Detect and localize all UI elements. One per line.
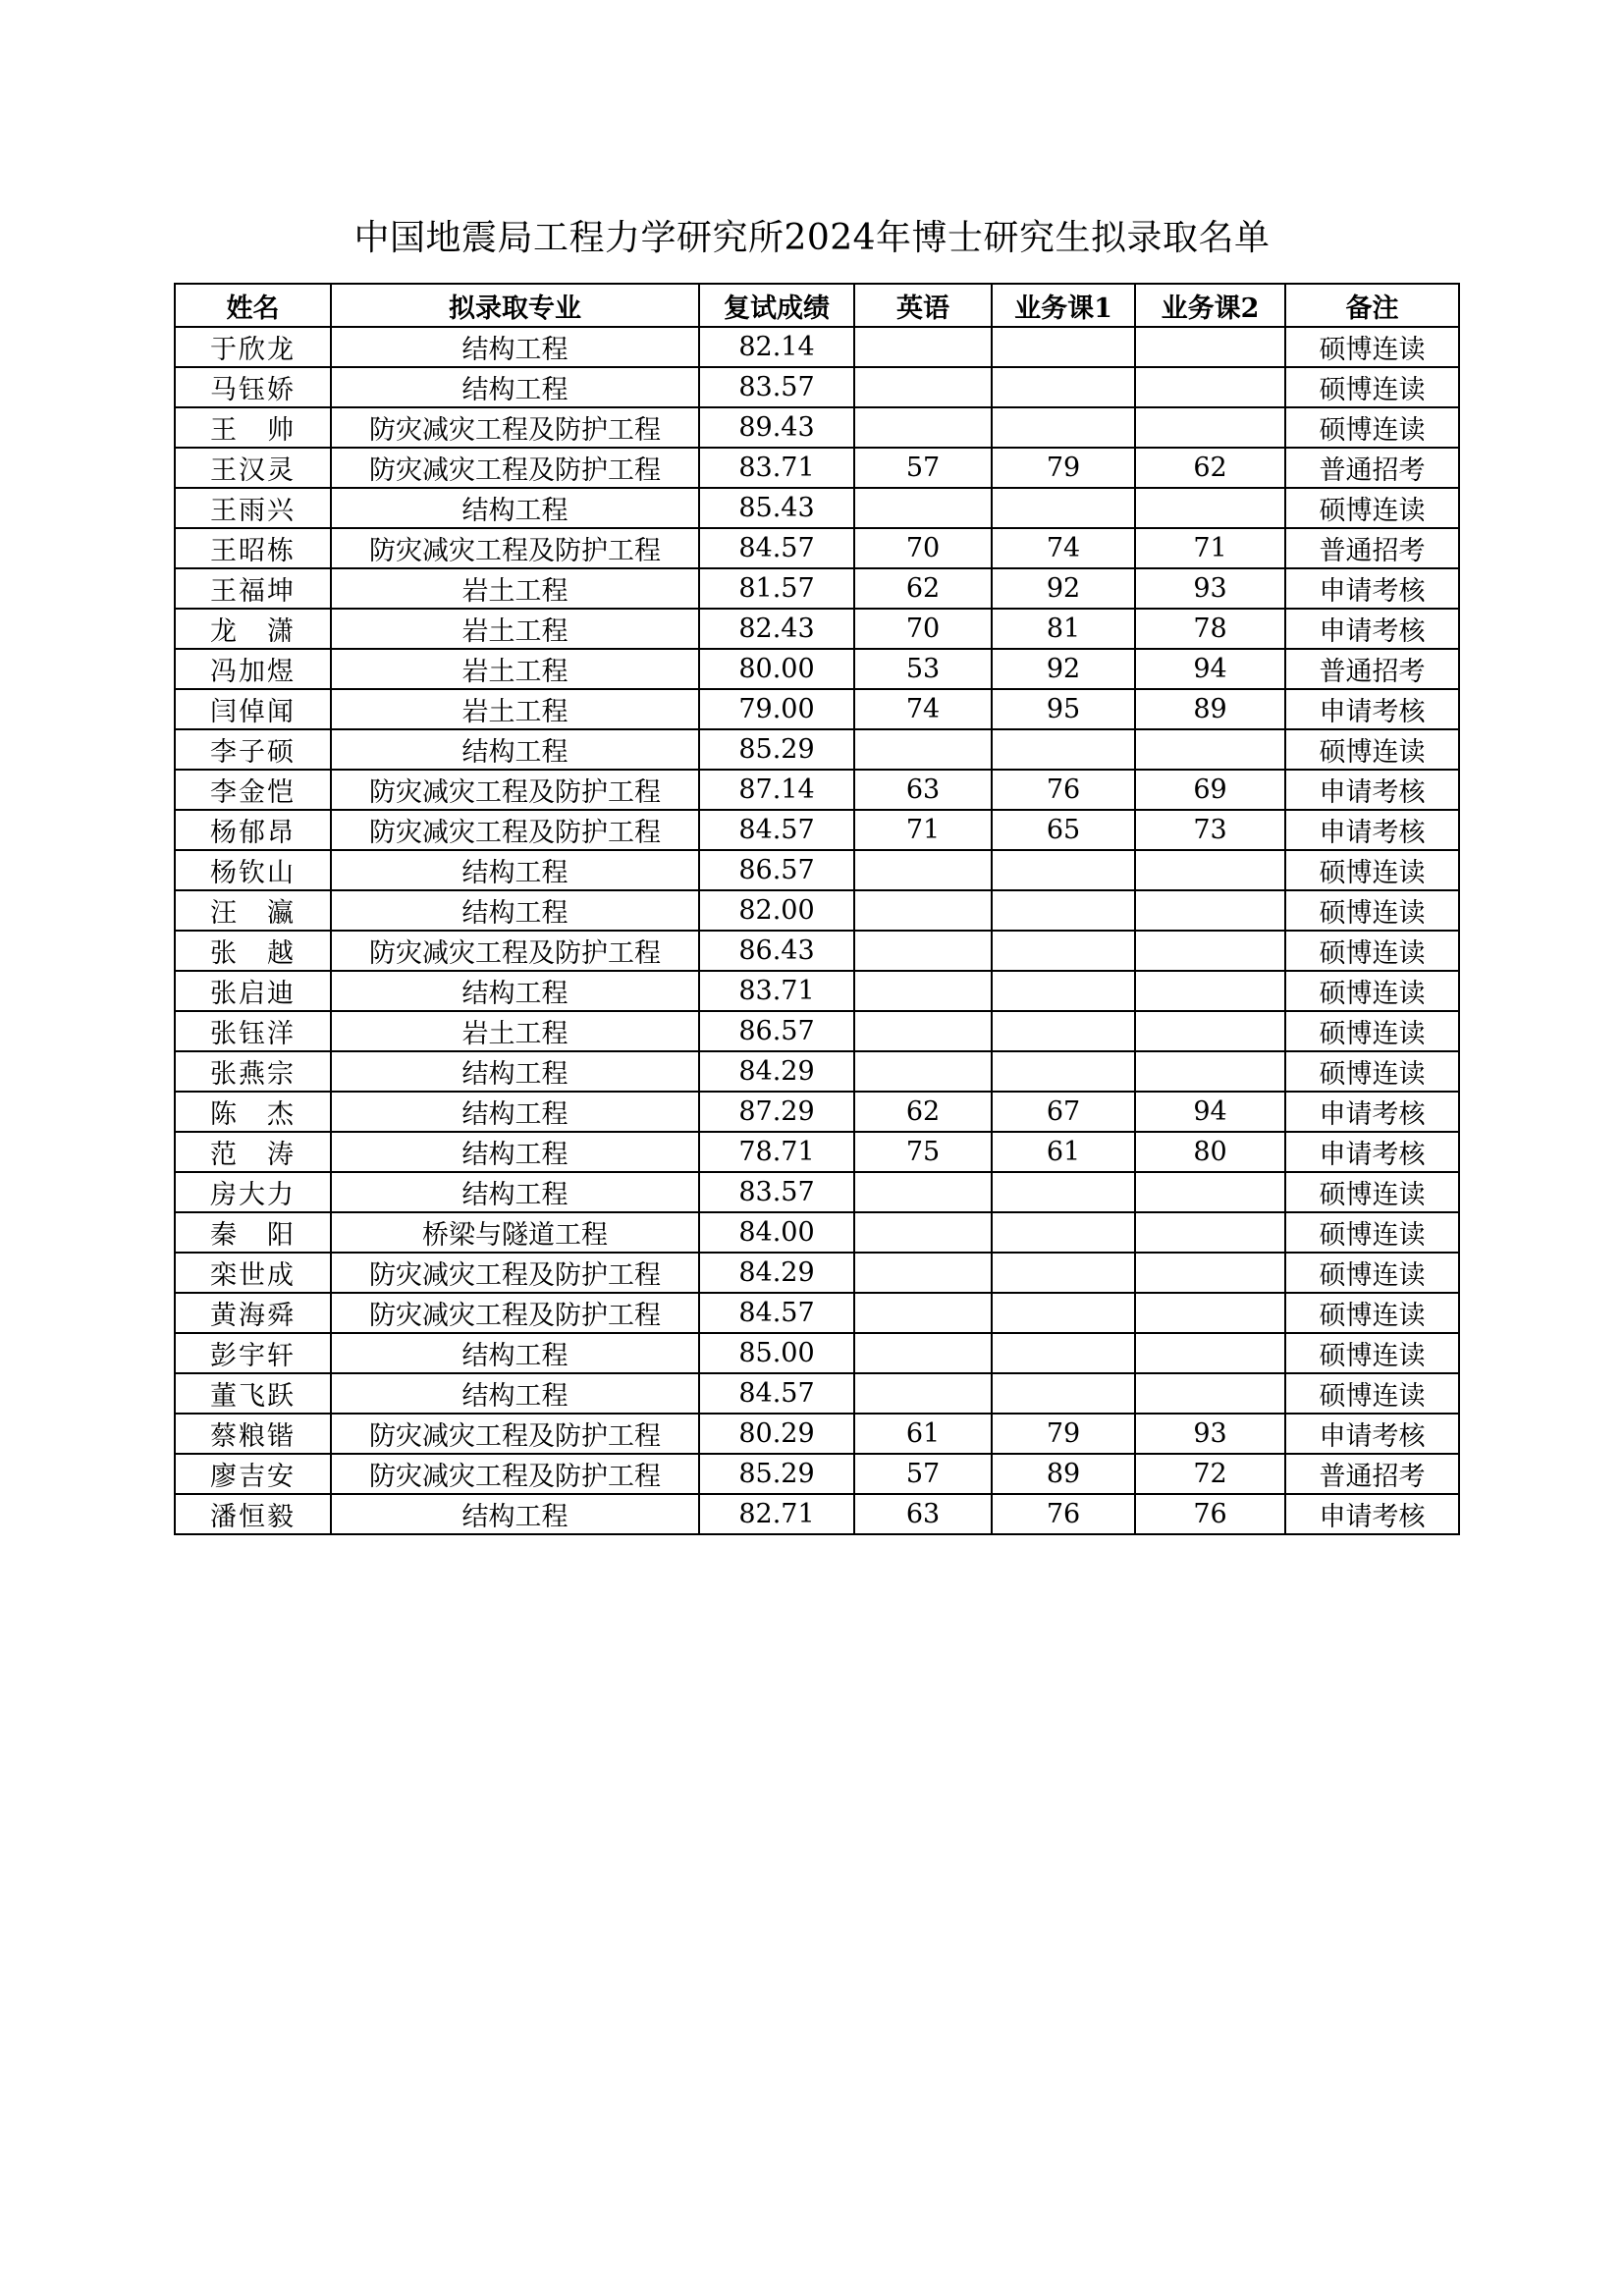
course-1-cell: 67	[992, 1092, 1135, 1132]
remark-cell: 硕博连读	[1285, 729, 1459, 770]
course-1-cell: 95	[992, 689, 1135, 729]
remark-cell: 申请考核	[1285, 1132, 1459, 1172]
major-cell: 防灾减灾工程及防护工程	[331, 1293, 699, 1333]
course-2-cell	[1135, 971, 1285, 1011]
retest-score-cell: 89.43	[699, 407, 854, 448]
table-row	[175, 1373, 1459, 1414]
retest-score-cell: 84.29	[699, 1253, 854, 1293]
remark-cell: 硕博连读	[1285, 931, 1459, 971]
retest-score-cell: 84.57	[699, 810, 854, 850]
table-row	[175, 407, 1459, 448]
english-cell: 57	[854, 1454, 992, 1494]
course-2-cell	[1135, 931, 1285, 971]
major-cell: 结构工程	[331, 1494, 699, 1534]
header-remark: 备注	[1285, 284, 1459, 327]
name-cell: 潘恒毅	[175, 1494, 331, 1534]
name-cell: 冯加煜	[175, 649, 331, 689]
table-row	[175, 1011, 1459, 1051]
table-row	[175, 1494, 1459, 1534]
table-row	[175, 729, 1459, 770]
remark-cell: 硕博连读	[1285, 1011, 1459, 1051]
name-cell: 陈 杰	[175, 1092, 331, 1132]
course-1-cell: 92	[992, 649, 1135, 689]
retest-score-cell: 82.71	[699, 1494, 854, 1534]
major-cell: 结构工程	[331, 1092, 699, 1132]
english-cell	[854, 327, 992, 367]
retest-score-cell: 85.29	[699, 729, 854, 770]
header-major: 拟录取专业	[331, 284, 699, 327]
major-cell: 结构工程	[331, 1172, 699, 1212]
major-cell: 防灾减灾工程及防护工程	[331, 1414, 699, 1454]
table-row	[175, 1454, 1459, 1494]
retest-score-cell: 82.14	[699, 327, 854, 367]
major-cell: 防灾减灾工程及防护工程	[331, 810, 699, 850]
table-row	[175, 850, 1459, 890]
name-cell: 彭宇轩	[175, 1333, 331, 1373]
retest-score-cell: 83.57	[699, 1172, 854, 1212]
name-cell: 李金恺	[175, 770, 331, 810]
course-2-cell: 69	[1135, 770, 1285, 810]
course-2-cell: 71	[1135, 528, 1285, 568]
remark-cell: 硕博连读	[1285, 1293, 1459, 1333]
name-cell: 张 越	[175, 931, 331, 971]
remark-cell: 硕博连读	[1285, 1333, 1459, 1373]
english-cell: 71	[854, 810, 992, 850]
course-1-cell	[992, 729, 1135, 770]
name-cell: 房大力	[175, 1172, 331, 1212]
name-cell: 董飞跃	[175, 1373, 331, 1414]
retest-score-cell: 80.00	[699, 649, 854, 689]
name-cell: 王昭栋	[175, 528, 331, 568]
remark-cell: 硕博连读	[1285, 890, 1459, 931]
course-1-cell	[992, 488, 1135, 528]
major-cell: 防灾减灾工程及防护工程	[331, 770, 699, 810]
course-2-cell: 73	[1135, 810, 1285, 850]
header-course-1: 业务课1	[992, 284, 1135, 327]
retest-score-cell: 87.14	[699, 770, 854, 810]
table-header-row	[175, 284, 1459, 327]
table-row	[175, 528, 1459, 568]
name-cell: 黄海舜	[175, 1293, 331, 1333]
name-cell: 张燕宗	[175, 1051, 331, 1092]
retest-score-cell: 83.71	[699, 448, 854, 488]
major-cell: 岩土工程	[331, 1011, 699, 1051]
remark-cell: 硕博连读	[1285, 327, 1459, 367]
course-1-cell	[992, 1212, 1135, 1253]
english-cell	[854, 1172, 992, 1212]
english-cell: 57	[854, 448, 992, 488]
name-cell: 栾世成	[175, 1253, 331, 1293]
english-cell	[854, 850, 992, 890]
course-2-cell: 62	[1135, 448, 1285, 488]
name-cell: 张钰洋	[175, 1011, 331, 1051]
retest-score-cell: 84.57	[699, 528, 854, 568]
english-cell: 63	[854, 770, 992, 810]
table-row	[175, 488, 1459, 528]
retest-score-cell: 86.57	[699, 850, 854, 890]
major-cell: 岩土工程	[331, 649, 699, 689]
retest-score-cell: 85.43	[699, 488, 854, 528]
table-row	[175, 1051, 1459, 1092]
course-2-cell	[1135, 1051, 1285, 1092]
major-cell: 防灾减灾工程及防护工程	[331, 407, 699, 448]
course-1-cell	[992, 327, 1135, 367]
course-1-cell	[992, 850, 1135, 890]
major-cell: 防灾减灾工程及防护工程	[331, 448, 699, 488]
remark-cell: 普通招考	[1285, 448, 1459, 488]
name-cell: 李子硕	[175, 729, 331, 770]
remark-cell: 硕博连读	[1285, 1373, 1459, 1414]
major-cell: 桥梁与隧道工程	[331, 1212, 699, 1253]
major-cell: 岩土工程	[331, 568, 699, 609]
retest-score-cell: 87.29	[699, 1092, 854, 1132]
table-row	[175, 327, 1459, 367]
course-1-cell: 65	[992, 810, 1135, 850]
header-retest-score: 复试成绩	[699, 284, 854, 327]
remark-cell: 普通招考	[1285, 528, 1459, 568]
remark-cell: 硕博连读	[1285, 1051, 1459, 1092]
remark-cell: 硕博连读	[1285, 1212, 1459, 1253]
course-1-cell: 76	[992, 1494, 1135, 1534]
retest-score-cell: 85.29	[699, 1454, 854, 1494]
english-cell	[854, 407, 992, 448]
course-1-cell: 89	[992, 1454, 1135, 1494]
course-1-cell: 79	[992, 448, 1135, 488]
course-2-cell	[1135, 488, 1285, 528]
table-body	[175, 327, 1459, 1534]
major-cell: 结构工程	[331, 1333, 699, 1373]
name-cell: 杨钦山	[175, 850, 331, 890]
course-1-cell: 74	[992, 528, 1135, 568]
english-cell: 53	[854, 649, 992, 689]
name-cell: 蔡粮锴	[175, 1414, 331, 1454]
course-1-cell	[992, 1172, 1135, 1212]
english-cell	[854, 931, 992, 971]
course-1-cell	[992, 890, 1135, 931]
major-cell: 结构工程	[331, 367, 699, 407]
name-cell: 张启迪	[175, 971, 331, 1011]
retest-score-cell: 86.43	[699, 931, 854, 971]
course-2-cell	[1135, 890, 1285, 931]
course-1-cell: 79	[992, 1414, 1135, 1454]
name-cell: 范 涛	[175, 1132, 331, 1172]
course-2-cell	[1135, 407, 1285, 448]
retest-score-cell: 84.29	[699, 1051, 854, 1092]
name-cell: 汪 瀛	[175, 890, 331, 931]
retest-score-cell: 79.00	[699, 689, 854, 729]
course-1-cell	[992, 367, 1135, 407]
remark-cell: 硕博连读	[1285, 367, 1459, 407]
course-1-cell	[992, 407, 1135, 448]
course-2-cell: 72	[1135, 1454, 1285, 1494]
major-cell: 结构工程	[331, 850, 699, 890]
major-cell: 结构工程	[331, 1132, 699, 1172]
major-cell: 结构工程	[331, 327, 699, 367]
course-1-cell	[992, 1253, 1135, 1293]
major-cell: 结构工程	[331, 890, 699, 931]
english-cell: 62	[854, 1092, 992, 1132]
english-cell: 75	[854, 1132, 992, 1172]
table-row	[175, 770, 1459, 810]
admission-table	[174, 283, 1460, 1535]
remark-cell: 申请考核	[1285, 689, 1459, 729]
course-2-cell: 93	[1135, 1414, 1285, 1454]
english-cell	[854, 367, 992, 407]
major-cell: 结构工程	[331, 1051, 699, 1092]
english-cell: 74	[854, 689, 992, 729]
retest-score-cell: 84.00	[699, 1212, 854, 1253]
english-cell: 70	[854, 609, 992, 649]
english-cell	[854, 971, 992, 1011]
course-2-cell	[1135, 327, 1285, 367]
course-2-cell	[1135, 1212, 1285, 1253]
course-2-cell	[1135, 367, 1285, 407]
table-row	[175, 1092, 1459, 1132]
remark-cell: 申请考核	[1285, 1414, 1459, 1454]
english-cell	[854, 1212, 992, 1253]
remark-cell: 申请考核	[1285, 568, 1459, 609]
major-cell: 结构工程	[331, 971, 699, 1011]
course-2-cell: 94	[1135, 649, 1285, 689]
major-cell: 结构工程	[331, 1373, 699, 1414]
course-2-cell: 93	[1135, 568, 1285, 609]
course-2-cell	[1135, 729, 1285, 770]
retest-score-cell: 78.71	[699, 1132, 854, 1172]
remark-cell: 普通招考	[1285, 1454, 1459, 1494]
remark-cell: 申请考核	[1285, 770, 1459, 810]
remark-cell: 申请考核	[1285, 810, 1459, 850]
english-cell: 70	[854, 528, 992, 568]
table-row	[175, 448, 1459, 488]
english-cell	[854, 1253, 992, 1293]
retest-score-cell: 85.00	[699, 1333, 854, 1373]
retest-score-cell: 86.57	[699, 1011, 854, 1051]
retest-score-cell: 83.71	[699, 971, 854, 1011]
header-name: 姓名	[175, 284, 331, 327]
retest-score-cell: 84.57	[699, 1293, 854, 1333]
course-2-cell	[1135, 1373, 1285, 1414]
table-row	[175, 1333, 1459, 1373]
retest-score-cell: 82.43	[699, 609, 854, 649]
table-row	[175, 1172, 1459, 1212]
retest-score-cell: 84.57	[699, 1373, 854, 1414]
table-row	[175, 931, 1459, 971]
course-1-cell	[992, 1051, 1135, 1092]
remark-cell: 硕博连读	[1285, 1172, 1459, 1212]
table-row	[175, 1253, 1459, 1293]
table-row	[175, 1212, 1459, 1253]
english-cell: 63	[854, 1494, 992, 1534]
name-cell: 廖吉安	[175, 1454, 331, 1494]
remark-cell: 申请考核	[1285, 609, 1459, 649]
course-2-cell: 76	[1135, 1494, 1285, 1534]
course-1-cell: 76	[992, 770, 1135, 810]
course-1-cell	[992, 1333, 1135, 1373]
name-cell: 王汉灵	[175, 448, 331, 488]
header-course-2: 业务课2	[1135, 284, 1285, 327]
major-cell: 岩土工程	[331, 609, 699, 649]
table-row	[175, 367, 1459, 407]
remark-cell: 硕博连读	[1285, 1253, 1459, 1293]
course-1-cell	[992, 1011, 1135, 1051]
course-2-cell	[1135, 850, 1285, 890]
course-2-cell: 94	[1135, 1092, 1285, 1132]
course-2-cell	[1135, 1333, 1285, 1373]
name-cell: 王福坤	[175, 568, 331, 609]
remark-cell: 申请考核	[1285, 1494, 1459, 1534]
remark-cell: 申请考核	[1285, 1092, 1459, 1132]
name-cell: 于欣龙	[175, 327, 331, 367]
retest-score-cell: 82.00	[699, 890, 854, 931]
retest-score-cell: 81.57	[699, 568, 854, 609]
table-row	[175, 1293, 1459, 1333]
english-cell	[854, 1373, 992, 1414]
remark-cell: 硕博连读	[1285, 407, 1459, 448]
major-cell: 结构工程	[331, 729, 699, 770]
english-cell	[854, 890, 992, 931]
major-cell: 防灾减灾工程及防护工程	[331, 1454, 699, 1494]
major-cell: 岩土工程	[331, 689, 699, 729]
retest-score-cell: 83.57	[699, 367, 854, 407]
course-1-cell: 81	[992, 609, 1135, 649]
english-cell: 61	[854, 1414, 992, 1454]
table-row	[175, 810, 1459, 850]
table-row	[175, 890, 1459, 931]
remark-cell: 硕博连读	[1285, 971, 1459, 1011]
retest-score-cell: 80.29	[699, 1414, 854, 1454]
name-cell: 龙 潇	[175, 609, 331, 649]
course-2-cell: 89	[1135, 689, 1285, 729]
course-1-cell	[992, 1373, 1135, 1414]
english-cell: 62	[854, 568, 992, 609]
document-title: 中国地震局工程力学研究所2024年博士研究生拟录取名单	[353, 218, 1271, 258]
name-cell: 王 帅	[175, 407, 331, 448]
table-row	[175, 649, 1459, 689]
remark-cell: 普通招考	[1285, 649, 1459, 689]
course-2-cell	[1135, 1172, 1285, 1212]
major-cell: 防灾减灾工程及防护工程	[331, 931, 699, 971]
name-cell: 闫倬闻	[175, 689, 331, 729]
course-1-cell	[992, 931, 1135, 971]
course-1-cell	[992, 971, 1135, 1011]
course-2-cell: 78	[1135, 609, 1285, 649]
remark-cell: 硕博连读	[1285, 488, 1459, 528]
course-1-cell: 61	[992, 1132, 1135, 1172]
english-cell	[854, 1293, 992, 1333]
course-1-cell	[992, 1293, 1135, 1333]
course-1-cell: 92	[992, 568, 1135, 609]
name-cell: 马钰娇	[175, 367, 331, 407]
course-2-cell	[1135, 1253, 1285, 1293]
table-row	[175, 568, 1459, 609]
table-row	[175, 689, 1459, 729]
remark-cell: 硕博连读	[1285, 850, 1459, 890]
major-cell: 防灾减灾工程及防护工程	[331, 1253, 699, 1293]
english-cell	[854, 488, 992, 528]
name-cell: 秦 阳	[175, 1212, 331, 1253]
name-cell: 杨郁昂	[175, 810, 331, 850]
table-row	[175, 1414, 1459, 1454]
english-cell	[854, 729, 992, 770]
table-row	[175, 1132, 1459, 1172]
course-2-cell	[1135, 1293, 1285, 1333]
english-cell	[854, 1333, 992, 1373]
major-cell: 结构工程	[331, 488, 699, 528]
course-2-cell: 80	[1135, 1132, 1285, 1172]
name-cell: 王雨兴	[175, 488, 331, 528]
table-row	[175, 609, 1459, 649]
english-cell	[854, 1051, 992, 1092]
english-cell	[854, 1011, 992, 1051]
table-row	[175, 971, 1459, 1011]
header-english: 英语	[854, 284, 992, 327]
major-cell: 防灾减灾工程及防护工程	[331, 528, 699, 568]
course-2-cell	[1135, 1011, 1285, 1051]
